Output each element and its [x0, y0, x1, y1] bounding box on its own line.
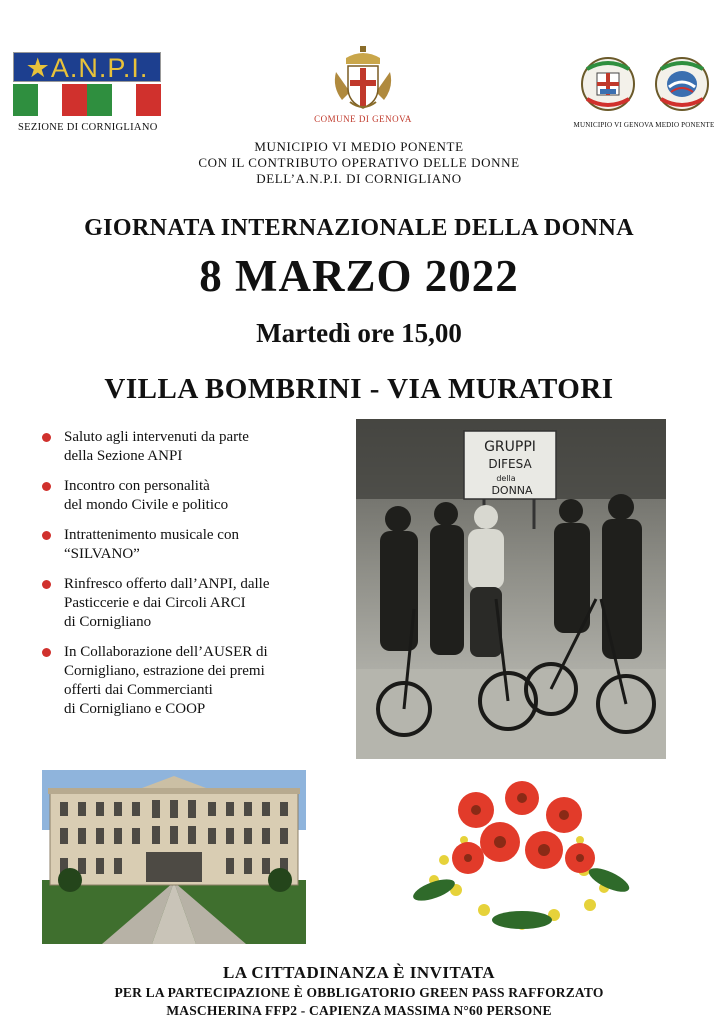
list-item: Incontro con personalità del mondo Civile e politico — [40, 477, 340, 515]
historical-photo — [356, 419, 666, 759]
municipio-label: MUNICIPIO VI GENOVA MEDIO PONENTE — [573, 121, 715, 129]
municipio-crest-icon — [579, 55, 637, 113]
municipio-crest-icon-2 — [653, 55, 711, 113]
list-item: In Collaborazione dell’AUSER di Cornigliano, estrazione dei premi offerti dai Commercianti di Cornigliano e COOP — [40, 643, 340, 719]
bullet-icon — [42, 482, 51, 491]
organizer-line: MUNICIPIO VI MEDIO PONENTE — [254, 139, 464, 154]
organizers-block — [0, 139, 718, 187]
organizer-line: CON IL CONTRIBUTO OPERATIVO DELLE DONNE — [198, 155, 520, 170]
flower-bouquet-photo — [404, 770, 640, 945]
footer-green-pass: PER LA PARTECIPAZIONE È OBBLIGATORIO GREEN PASS RAFFORZATO — [114, 985, 604, 1000]
italian-flag-icon — [13, 84, 161, 116]
villa-bombrini-photo — [42, 770, 306, 944]
list-item: Rinfresco offerto dall’ANPI, dalle Pasticcerie e dai Circoli ARCI di Cornigliano — [40, 575, 340, 632]
bullet-icon — [42, 433, 51, 442]
event-place: VILLA BOMBRINI - VIA MURATORI — [104, 373, 614, 405]
organizer-line: DELL’A.N.P.I. DI CORNIGLIANO — [256, 171, 462, 186]
event-title: GIORNATA INTERNAZIONALE DELLA DONNA — [84, 215, 634, 241]
anpi-section-label: SEZIONE DI CORNIGLIANO — [18, 122, 158, 133]
footer-capacity: MASCHERINA FFP2 - CAPIENZA MASSIMA N°60 PERSONE — [166, 1003, 552, 1018]
genova-crest-icon — [330, 42, 396, 112]
anpi-logo — [13, 52, 161, 120]
bullet-icon — [42, 648, 51, 657]
photo-sign-line: GRUPPI — [484, 439, 536, 455]
photo-sign-line: della — [496, 474, 516, 483]
event-time: Martedì ore 15,00 — [256, 318, 462, 348]
genova-label: COMUNE DI GENOVA — [314, 114, 412, 124]
list-item: Intrattenimento musicale con “SILVANO” — [40, 526, 340, 564]
footer-invitation: LA CITTADINANZA È INVITATA — [223, 963, 495, 982]
program-list — [40, 428, 340, 730]
photo-sign-line: DONNA — [491, 484, 533, 497]
bullet-icon — [42, 531, 51, 540]
list-item: Saluto agli intervenuti da parte della Sezione ANPI — [40, 428, 340, 466]
anpi-logo-text: ★A.N.P.I. — [13, 52, 161, 82]
footer — [0, 962, 718, 1020]
bullet-icon — [42, 580, 51, 589]
event-date: 8 MARZO 2022 — [199, 251, 519, 301]
photo-sign-line: DIFESA — [488, 457, 532, 471]
